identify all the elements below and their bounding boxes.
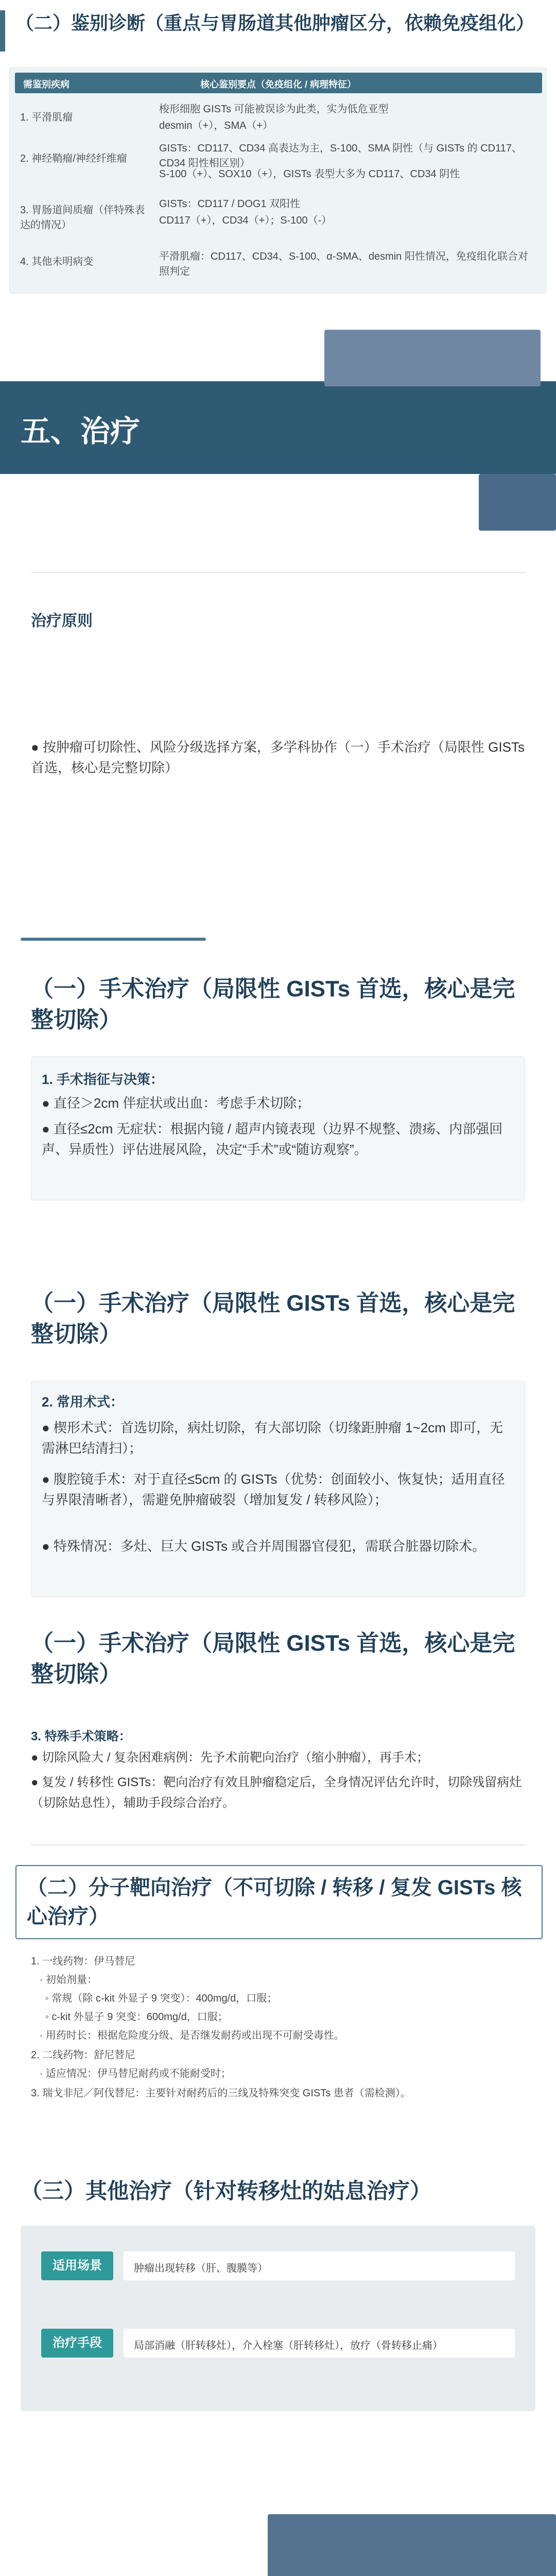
- other-block: [0, 2164, 556, 2494]
- diff-title-bar: [0, 0, 556, 62]
- surg2-block: [0, 1267, 556, 1628]
- surg1-block: [0, 938, 556, 1267]
- other-row-2-box: [124, 2329, 515, 2358]
- principle-title: 治疗原则: [31, 613, 93, 630]
- principle-text: ● 按肿瘤可切除性、风险分级选择方案，多学科协作（一）手术治疗（局限性 GISTs 首选，核心是完整切除）: [31, 739, 525, 775]
- diff-title: （二）鉴别诊断（重点与胃肠道其他肿瘤区分，依赖免疫组化）: [15, 12, 535, 33]
- diff-row-3-name: 3. 胃肠道间质瘤（伴特殊表达的情况）: [20, 205, 145, 231]
- diff-row-2-a: GISTs：CD117、CD34 高表达为主，S-100、SMA 阴性（与 GISTs 的 CD117、CD34 阳性相区别）: [159, 143, 522, 169]
- target-line-7: · 适应情况：伊马替尼耐药或不能耐受时；: [31, 2068, 231, 2079]
- other-label-2: 治疗手段: [41, 2329, 113, 2358]
- diff-row-4-a: 平滑肌瘤：CD117、CD34、S-100、α-SMA、desmin 阳性情况，免疫组化联合对照判定: [159, 251, 528, 277]
- surg3-title: （一）手术治疗（局限性 GISTs 首选，核心是完整切除）: [31, 1631, 515, 1687]
- other-row-1-text: 肿瘤出现转移（肝、腹膜等）: [134, 2263, 268, 2274]
- surg2-item-3: ● 特殊情况：多灶、巨大 GISTs 或合并周围器官侵犯，需联合脏器切除术。: [42, 1538, 486, 1554]
- target-line-3: ◦ 常规（除 c-kit 外显子 9 突变）：400mg/d，口服；: [31, 1993, 277, 2004]
- principle-divider: [31, 572, 525, 573]
- diff-row-1-name: 1. 平滑肌瘤: [20, 112, 73, 123]
- section6-card-top: [268, 2514, 556, 2576]
- section5-card-bottom: [479, 474, 556, 531]
- section5-title: 五、治疗: [21, 415, 141, 448]
- surg3-divider: [31, 1844, 525, 1845]
- target-line-8: 3. 瑞戈非尼／阿伐替尼：主要针对耐药后的三线及特殊突变 GISTs 患者（需检测）。: [31, 2088, 411, 2099]
- target-line-4: ◦ c-kit 外显子 9 突变：600mg/d，口服；: [31, 2011, 228, 2023]
- diff-row-1-b: desmin（+），SMA（+）: [159, 120, 273, 131]
- target-block: [0, 1865, 556, 2143]
- surg2-sub: 2. 常用术式：: [42, 1394, 124, 1410]
- diff-row-2-b: S-100（+）、SOX10（+），GISTs 表型大多为 CD117、CD34 阴性: [159, 168, 460, 180]
- surg2-card: [31, 1381, 525, 1597]
- surg3-sub: 3. 特殊手术策略：: [31, 1730, 131, 1743]
- accent-bar: [0, 10, 5, 52]
- target-line-1: 1. 一线药物：伊马替尼: [31, 1956, 135, 1967]
- diff-row-1-a: 梭形细胞 GISTs 可能被误诊为此类，实为低危亚型: [159, 104, 389, 115]
- diff-row-4-name: 4. 其他未明病变: [20, 256, 94, 267]
- diff-table-card: [9, 67, 547, 294]
- target-line-6: 2. 二线药物：舒尼替尼: [31, 2049, 135, 2061]
- diff-row-2-name: 2. 神经鞘瘤/神经纤维瘤: [20, 153, 127, 164]
- diff-col2-header: 核心鉴别要点（免疫组化 / 病理特征）: [200, 79, 357, 90]
- surg1-item-2: ● 直径≤2cm 无症状：根据内镜 / 超声内镜表现（边界不规整、溃疡、内部强回声、异质性）评估进展风险，决定“手术”或“随访观察”。: [42, 1121, 503, 1157]
- surg1-item-1: ● 直径＞2cm 伴症状或出血：考虑手术切除；: [42, 1095, 310, 1111]
- surg2-title: （一）手术治疗（局限性 GISTs 首选，核心是完整切除）: [31, 1291, 515, 1347]
- surg2-item-1: ● 楔形术式：首选切除，病灶切除，有大部切除（切缘距肿瘤 1~2cm 即可，无需淋巴结清扫）；: [42, 1420, 503, 1456]
- section5-area: [0, 309, 556, 546]
- target-title-box: [15, 1865, 543, 1939]
- surg3-item-1: ● 切除风险大 / 复杂困难病例：先予术前靶向治疗（缩小肿瘤），再手术；: [31, 1751, 429, 1765]
- other-row-2-text: 局部消融（肝转移灶），介入栓塞（肝转移灶），放疗（骨转移止痛）: [134, 2340, 443, 2351]
- surg1-title: （一）手术治疗（局限性 GISTs 首选，核心是完整切除）: [31, 976, 515, 1032]
- other-row-1-box: [124, 2251, 515, 2280]
- diff-row-3-b: CD117（+），CD34（+）；S-100（-）: [159, 215, 332, 226]
- target-line-2: · 初始剂量：: [31, 1974, 97, 1986]
- section6-area: [0, 2504, 556, 2576]
- diff-col1-header: 需鉴别疾病: [23, 79, 70, 90]
- surg1-sub: 1. 手术指征与决策：: [42, 1072, 164, 1087]
- diff-row-3-a: GISTs：CD117 / DOG1 双阳性: [159, 198, 301, 210]
- surg3-item-2: ● 复发 / 转移性 GISTs：靶向治疗有效且肿瘤稳定后，全身情况评估允许时，切除残留病灶（切除姑息性），辅助手段综合治疗。: [31, 1775, 522, 1810]
- surg1-card: [31, 1056, 525, 1200]
- principle-block: [0, 572, 556, 788]
- surg2-item-2: ● 腹腔镜手术：对于直径≤5cm 的 GISTs（优势：创面较小、恢复快；适用直径与界限清晰者），需避免肿瘤破裂（增加复发 / 转移风险）；: [42, 1471, 505, 1507]
- surg1-line: [21, 938, 206, 941]
- section5-card-top: [324, 330, 541, 386]
- target-line-5: · 用药时长：根据危险度分级、是否继发耐药或出现不可耐受毒性。: [31, 2030, 344, 2041]
- diff-table-header: [15, 73, 542, 93]
- other-label-1: 适用场景: [41, 2251, 113, 2280]
- other-title: （三）其他治疗（针对转移灶的姑息治疗）: [21, 2179, 432, 2203]
- target-title: （二）分子靶向治疗（不可切除 / 转移 / 复发 GISTs 核心治疗）: [27, 1876, 522, 1928]
